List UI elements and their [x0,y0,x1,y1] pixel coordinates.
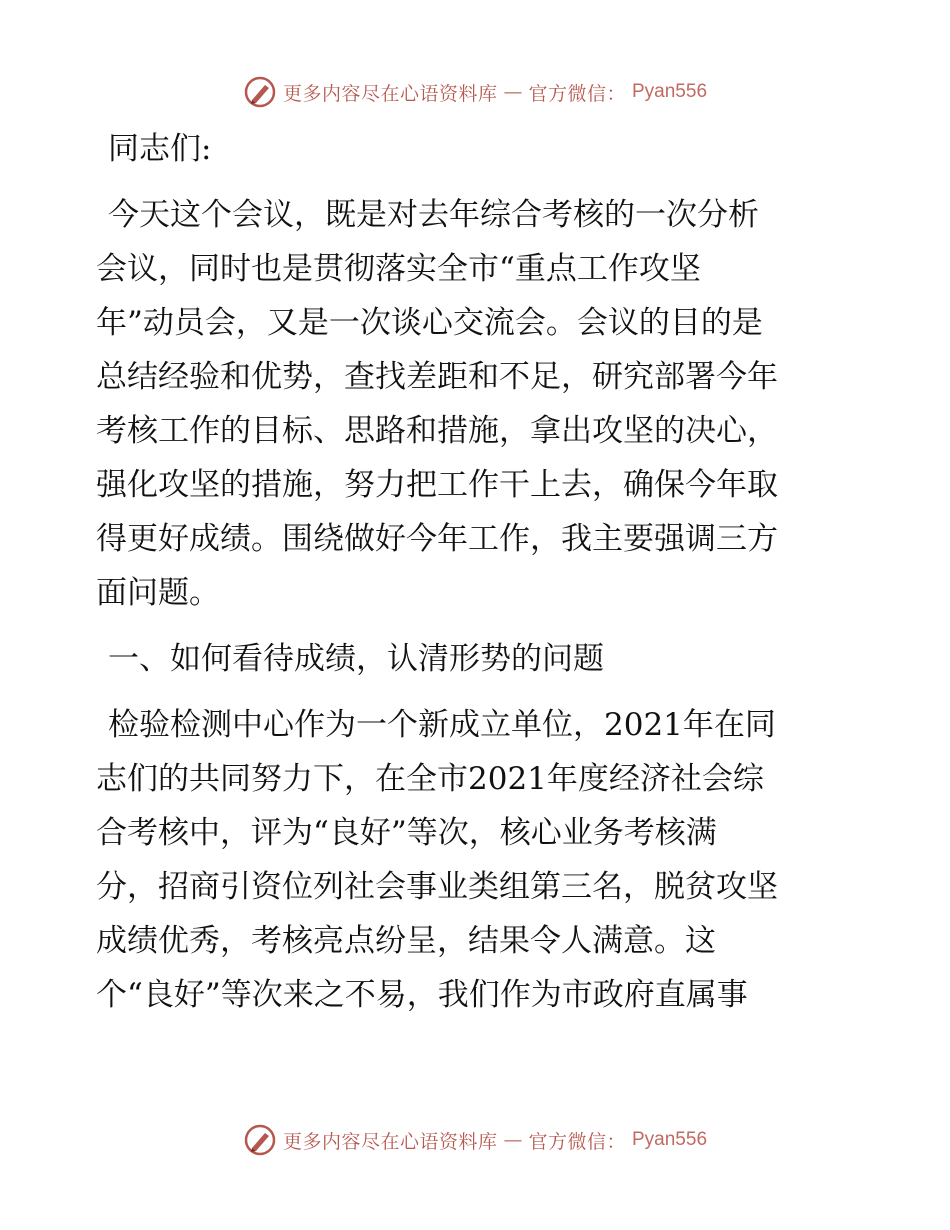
paragraph-line: 成绩优秀，考核亮点纷呈，结果令人满意。这 [96,923,716,959]
paragraph-line: 检验检测中心作为一个新成立单位，2021年在同 [108,707,776,743]
watermark-wechat-id: Pyan556 [632,81,708,102]
footer-watermark [0,1120,950,1160]
paragraph-line: 分，招商引资位列社会事业类组第三名，脱贫攻坚 [96,869,778,905]
spacer [96,176,856,188]
watermark-separator: — [503,81,523,103]
section-heading: 一、如何看待成绩，认清形势的问题 [108,641,604,677]
spacer [96,686,856,698]
paragraph-line: 得更好成绩。围绕做好今年工作，我主要强调三方 [96,521,778,557]
paragraph-line: 强化攻坚的措施，努力把工作干上去，确保今年取 [96,467,778,503]
watermark-wechat-id: Pyan556 [632,1129,708,1150]
paragraph-line: 面问题。 [96,575,220,611]
paragraph-line: 总结经验和优势，查找差距和不足，研究部署今年 [96,359,778,395]
paragraph-line: 志们的共同努力下，在全市2021年度经济社会综 [96,761,764,797]
watermark-text: 更多内容尽在心语资料库 [282,1130,498,1153]
watermark-separator: — [503,1129,523,1151]
paragraph-1 [96,188,856,620]
pen-logo-icon [243,1123,277,1157]
watermark-text: 更多内容尽在心语资料库 [282,82,498,105]
paragraph-2 [96,698,856,1022]
paragraph-line: 个“良好”等次来之不易，我们作为市政府直属事 [96,977,748,1013]
pen-logo-icon [243,75,277,109]
spacer [96,620,856,632]
document-body [96,122,856,1022]
watermark-wechat-label: 官方微信： [528,82,626,105]
paragraph-line: 年”动员会，又是一次谈心交流会。会议的目的是 [96,305,763,341]
paragraph-line: 合考核中，评为“良好”等次，核心业务考核满 [96,815,717,851]
watermark-wechat-label: 官方微信： [528,1130,626,1153]
paragraph-line: 考核工作的目标、思路和措施，拿出攻坚的决心， [96,413,778,449]
paragraph-line: 今天这个会议，既是对去年综合考核的一次分析 [108,197,759,233]
header-watermark [0,72,950,112]
paragraph-line: 会议，同时也是贯彻落实全市“重点工作攻坚 [96,251,701,287]
greeting: 同志们: [108,131,212,167]
